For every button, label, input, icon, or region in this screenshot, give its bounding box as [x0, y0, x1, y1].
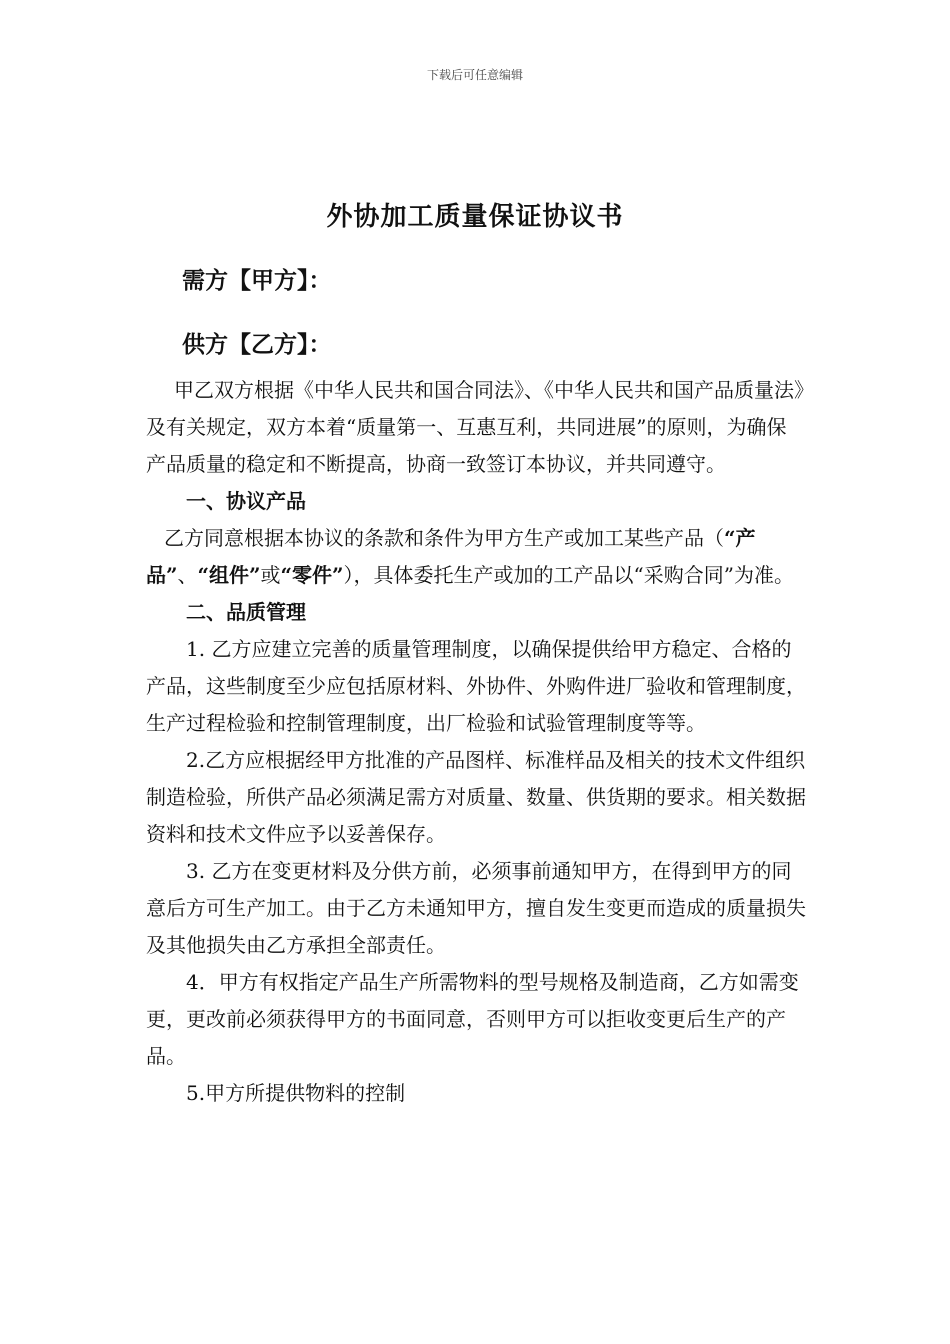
section-1-heading: 一、协议产品	[186, 489, 306, 513]
term-component: “组件”	[197, 563, 261, 587]
section-1-text-end: ），具体委托生产或加的工产品以“采购合同”为准。	[343, 563, 794, 587]
party-b-label: 供方【乙方】：	[182, 331, 332, 358]
document-title: 外协加工质量保证协议书	[326, 202, 624, 232]
document-body	[146, 372, 806, 1112]
header-note: 下载后可任意编辑	[426, 68, 523, 82]
section-2-item-1: 1. 乙方应建立完善的质量管理制度，以确保提供给甲方稳定、合格的产品，这些制度至少应包括原材料、外协件、外购件进厂验收和管理制度，生产过程检验和控制管理制度，出厂检验和试验管理制度等等。	[146, 637, 806, 735]
term-part: “零件”	[280, 563, 344, 587]
section-2-item-3: 3. 乙方在变更材料及分供方前，必须事前通知甲方，在得到甲方的同意后方可生产加工。由于乙方未通知甲方，擅自发生变更而造成的质量损失及其他损失由乙方承担全部责任。	[146, 859, 806, 957]
section-1-text-start: 乙方同意根据本协议的条款和条件为甲方生产或加工某些产品（	[164, 526, 724, 550]
term-product: “产品”	[146, 526, 756, 587]
section-1-sep2: 或	[260, 563, 281, 587]
section-2-item-2: 2.乙方应根据经甲方批准的产品图样、标准样品及相关的技术文件组织制造检验，所供产品必须满足需方对质量、数量、供货期的要求。相关数据资料和技术文件应予以妥善保存。	[146, 748, 806, 846]
section-2-item-5: 5.甲方所提供物料的控制	[186, 1081, 406, 1105]
section-1-paragraph	[146, 520, 806, 594]
intro-paragraph: 甲乙双方根据《中华人民共和国合同法》、《中华人民共和国产品质量法》及有关规定，双方本着“质量第一、互惠互利，共同进展”的原则，为确保产品质量的稳定和不断提高，协商一致签订本协议，并共同遵守。	[146, 378, 804, 476]
section-1-sep1: 、	[177, 563, 198, 587]
section-2-heading: 二、品质管理	[186, 600, 306, 624]
party-a-label: 需方【甲方】：	[182, 267, 332, 294]
section-2-item-4: 4．甲方有权指定产品生产所需物料的型号规格及制造商，乙方如需变更，更改前必须获得甲方的书面同意，否则甲方可以拒收变更后生产的产品。	[146, 970, 799, 1068]
